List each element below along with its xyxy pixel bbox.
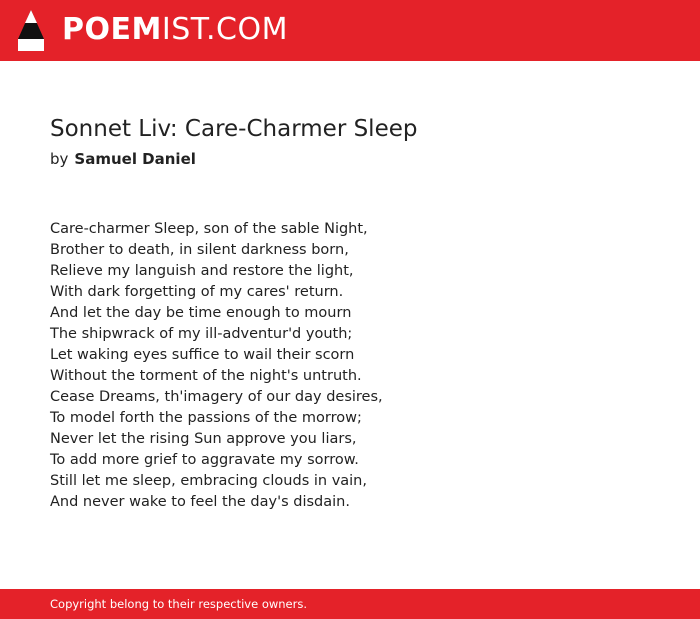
poem-line: Brother to death, in silent darkness born,	[50, 242, 349, 258]
poem-title: Sonnet Liv: Care-Charmer Sleep	[50, 116, 418, 142]
brand-bold-part: POEM	[62, 12, 162, 47]
site-logo-text[interactable]	[62, 12, 288, 48]
poem-line: Relieve my languish and restore the light,	[50, 263, 354, 279]
poem-line: Without the torment of the night's untruth.	[50, 368, 362, 384]
poem-line: And never wake to feel the day's disdain.	[50, 494, 350, 510]
site-header	[0, 0, 700, 61]
poem-line: And let the day be time enough to mourn	[50, 305, 352, 321]
by-label: by	[50, 150, 69, 168]
poem-line: Care-charmer Sleep, son of the sable Night,	[50, 221, 368, 237]
brand-light-part: IST.COM	[161, 12, 288, 47]
poem-line: To model forth the passions of the morrow;	[50, 410, 362, 426]
pencil-icon[interactable]	[18, 10, 44, 51]
poem-line: The shipwrack of my ill-adventur'd youth;	[50, 326, 353, 342]
poem-text	[50, 219, 383, 513]
author-name: Samuel Daniel	[74, 150, 196, 168]
poem-line: With dark forgetting of my cares' return.	[50, 284, 344, 300]
copyright-text: Copyright belong to their respective owners.	[50, 597, 308, 611]
byline	[50, 150, 196, 168]
poem-line: Never let the rising Sun approve you liars,	[50, 431, 357, 447]
poem-line: To add more grief to aggravate my sorrow.	[50, 452, 359, 468]
site-footer	[0, 589, 700, 619]
poem-line: Cease Dreams, th'imagery of our day desires,	[50, 389, 383, 405]
poem-line: Let waking eyes suffice to wail their scorn	[50, 347, 355, 363]
poem-line: Still let me sleep, embracing clouds in vain,	[50, 473, 367, 489]
